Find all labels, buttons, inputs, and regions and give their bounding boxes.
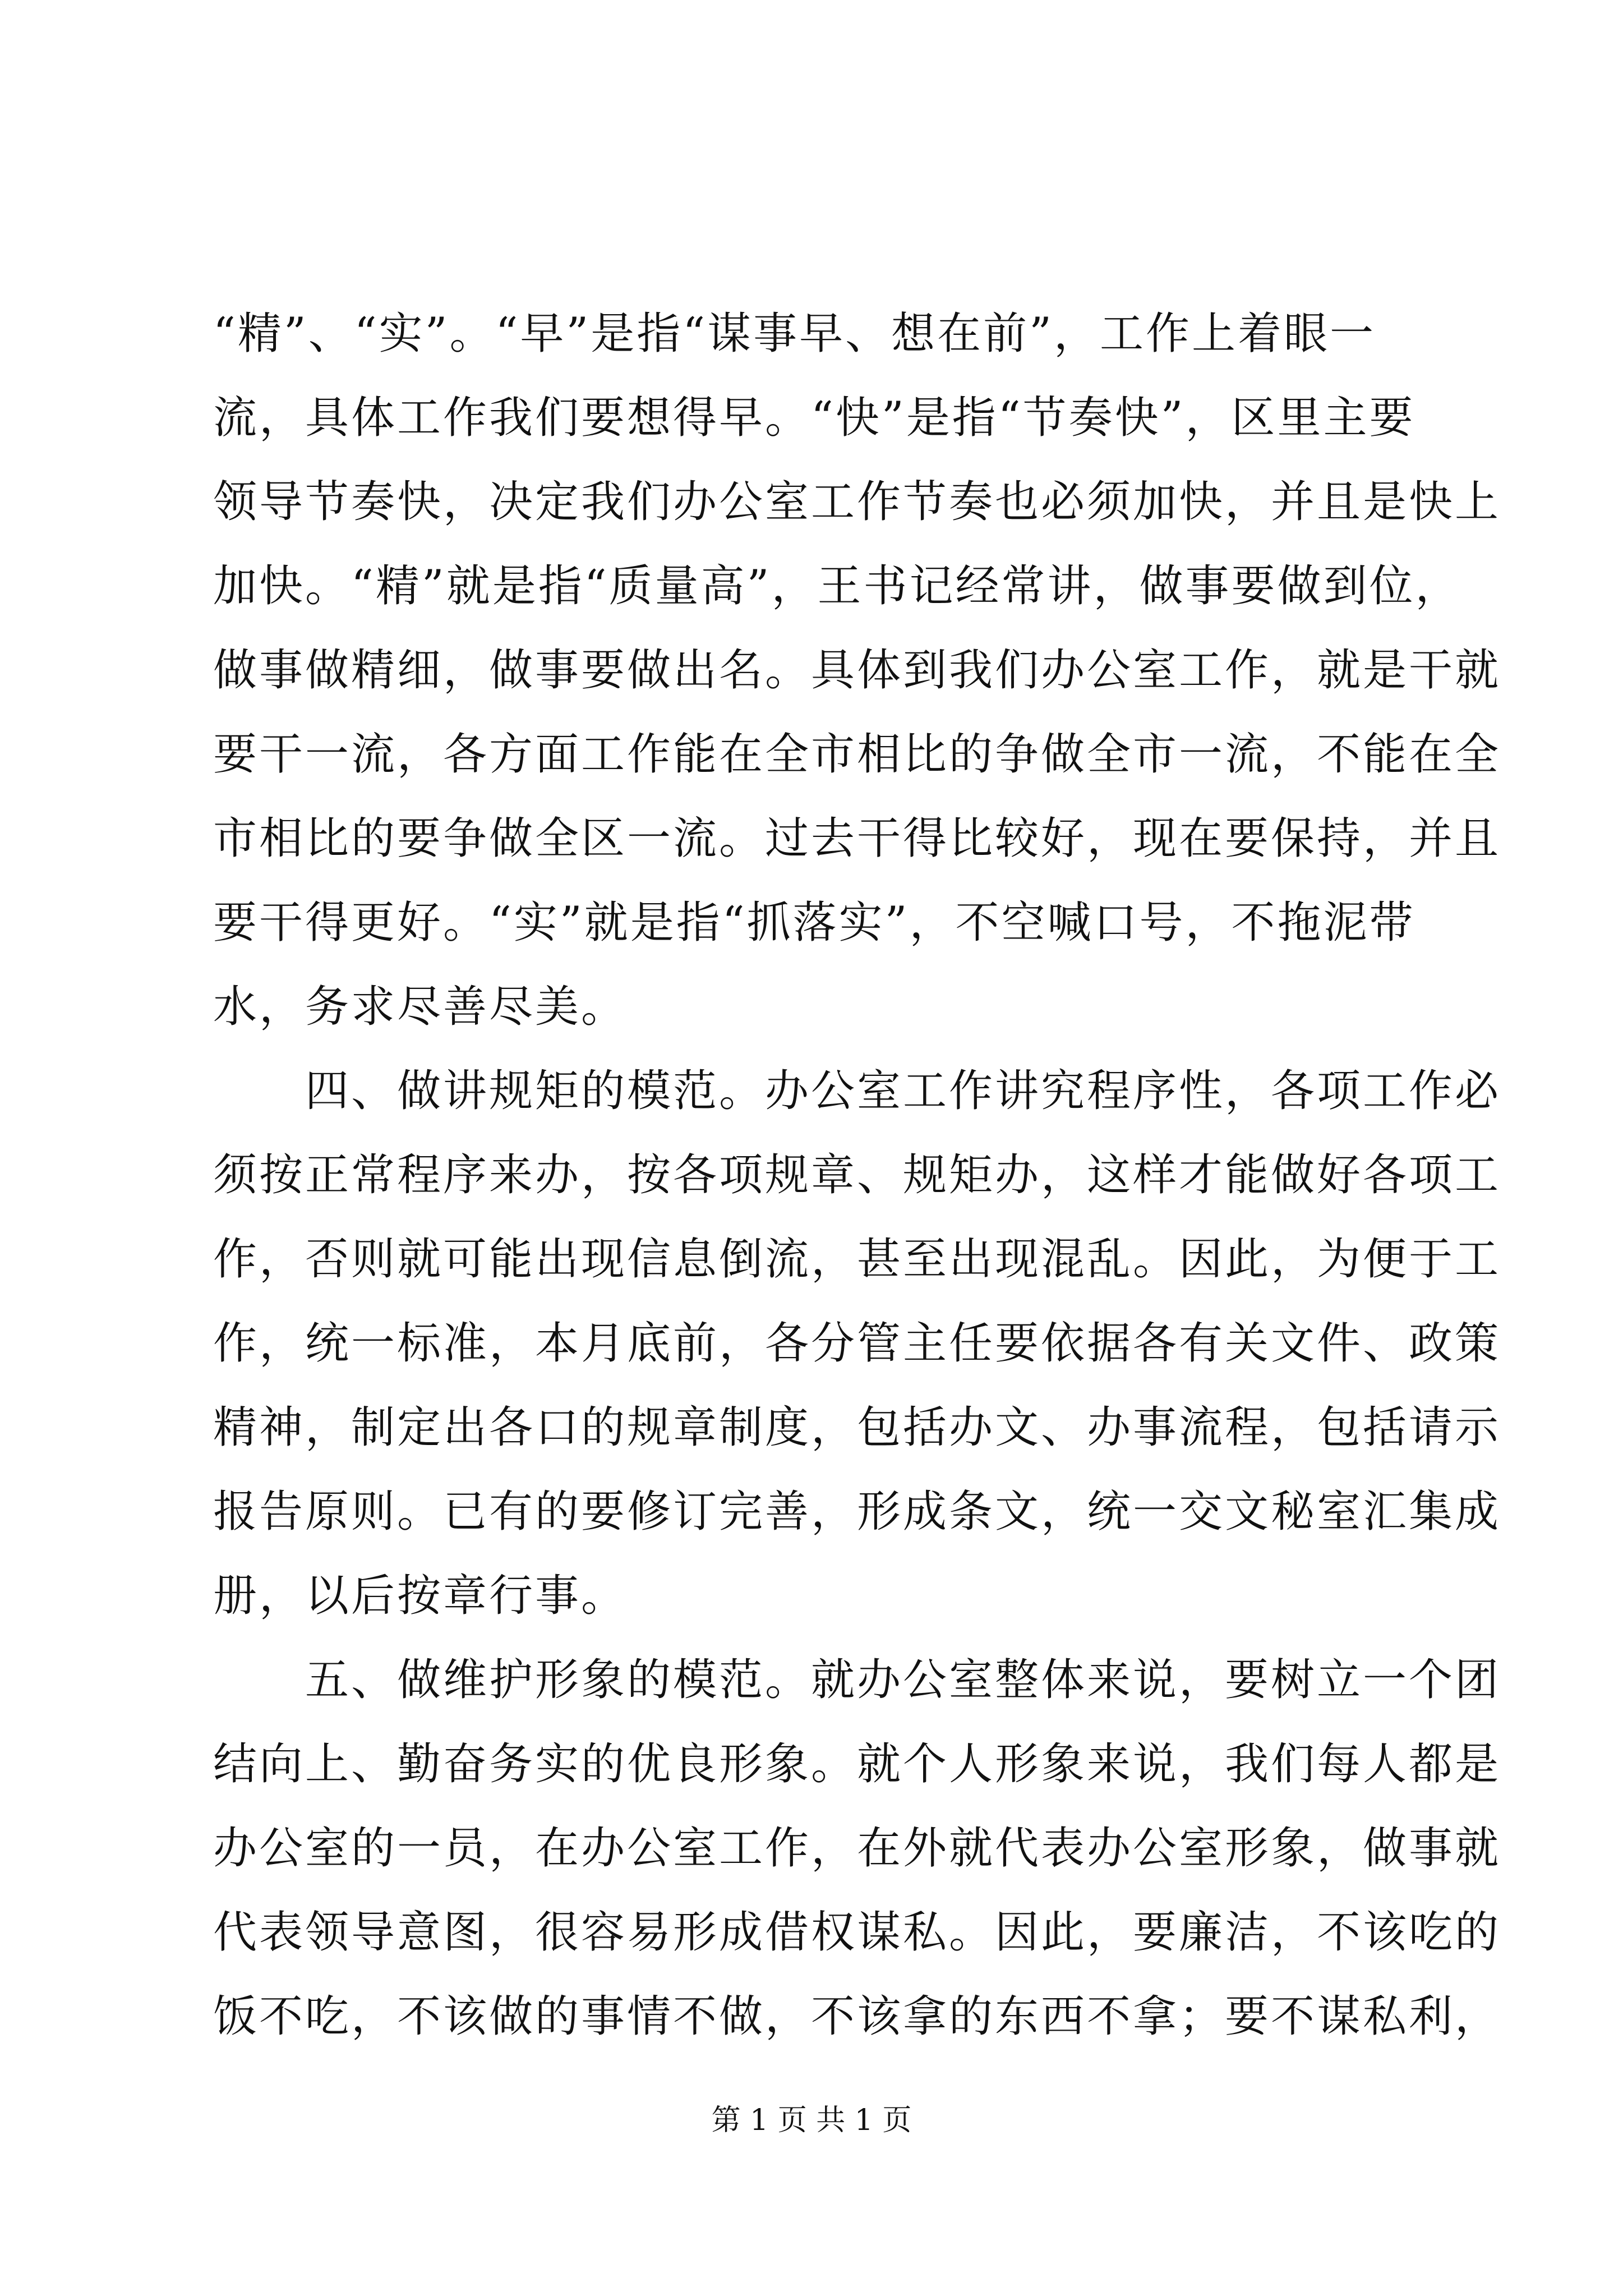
text-line: “精”、“实”。“早”是指“谋事早、想在前”，工作上着眼一 xyxy=(213,309,1376,359)
text-line: 做事做精细，做事要做出名。具体到我们办公室工作，就是干就 xyxy=(213,645,1501,696)
text-line: 代表领导意图，很容易形成借权谋私。因此，要廉洁，不该吃的 xyxy=(213,1907,1501,1958)
text-line: 须按正常程序来办，按各项规章、规矩办，这样才能做好各项工 xyxy=(213,1150,1501,1200)
text-line: 要干得更好。“实”就是指“抓落实”，不空喊口号，不拖泥带 xyxy=(213,898,1415,948)
text-line: 报告原则。已有的要修订完善，形成条文，统一交文秘室汇集成 xyxy=(213,1487,1501,1537)
paragraph-start-line: 五、做维护形象的模范。就办公室整体来说，要树立一个团 xyxy=(305,1655,1501,1705)
text-line: 水，务求尽善尽美。 xyxy=(213,982,628,1032)
text-line: 要干一流，各方面工作能在全市相比的争做全市一流，不能在全 xyxy=(213,729,1501,780)
page-number-label: 第 1 页 共 1 页 xyxy=(711,2104,912,2137)
text-line: 结向上、勤奋务实的优良形象。就个人形象来说，我们每人都是 xyxy=(213,1739,1501,1789)
text-line: 市相比的要争做全区一流。过去干得比较好，现在要保持，并且 xyxy=(213,813,1501,864)
text-line: 作，统一标准，本月底前，各分管主任要依据各有关文件、政策 xyxy=(213,1318,1501,1369)
text-line: 加快。“精”就是指“质量高”，王书记经常讲，做事要做到位， xyxy=(213,561,1461,611)
text-line: 册，以后按章行事。 xyxy=(213,1571,628,1621)
text-line: 精神，制定出各口的规章制度，包括办文、办事流程，包括请示 xyxy=(213,1402,1501,1453)
paragraph-start-line: 四、做讲规矩的模范。办公室工作讲究程序性，各项工作必 xyxy=(305,1066,1501,1116)
text-line: 办公室的一员，在办公室工作，在外就代表办公室形象，做事就 xyxy=(213,1823,1501,1874)
text-line: 饭不吃，不该做的事情不做，不该拿的东西不拿；要不谋私利， xyxy=(213,1991,1501,2042)
text-line: 领导节奏快，决定我们办公室工作节奏也必须加快，并且是快上 xyxy=(213,477,1501,527)
text-line: 作，否则就可能出现信息倒流，甚至出现混乱。因此，为便于工 xyxy=(213,1234,1501,1285)
document-body xyxy=(213,292,1501,2059)
page-footer xyxy=(0,2101,1623,2140)
text-line: 流，具体工作我们要想得早。“快”是指“节奏快”，区里主要 xyxy=(213,393,1415,443)
